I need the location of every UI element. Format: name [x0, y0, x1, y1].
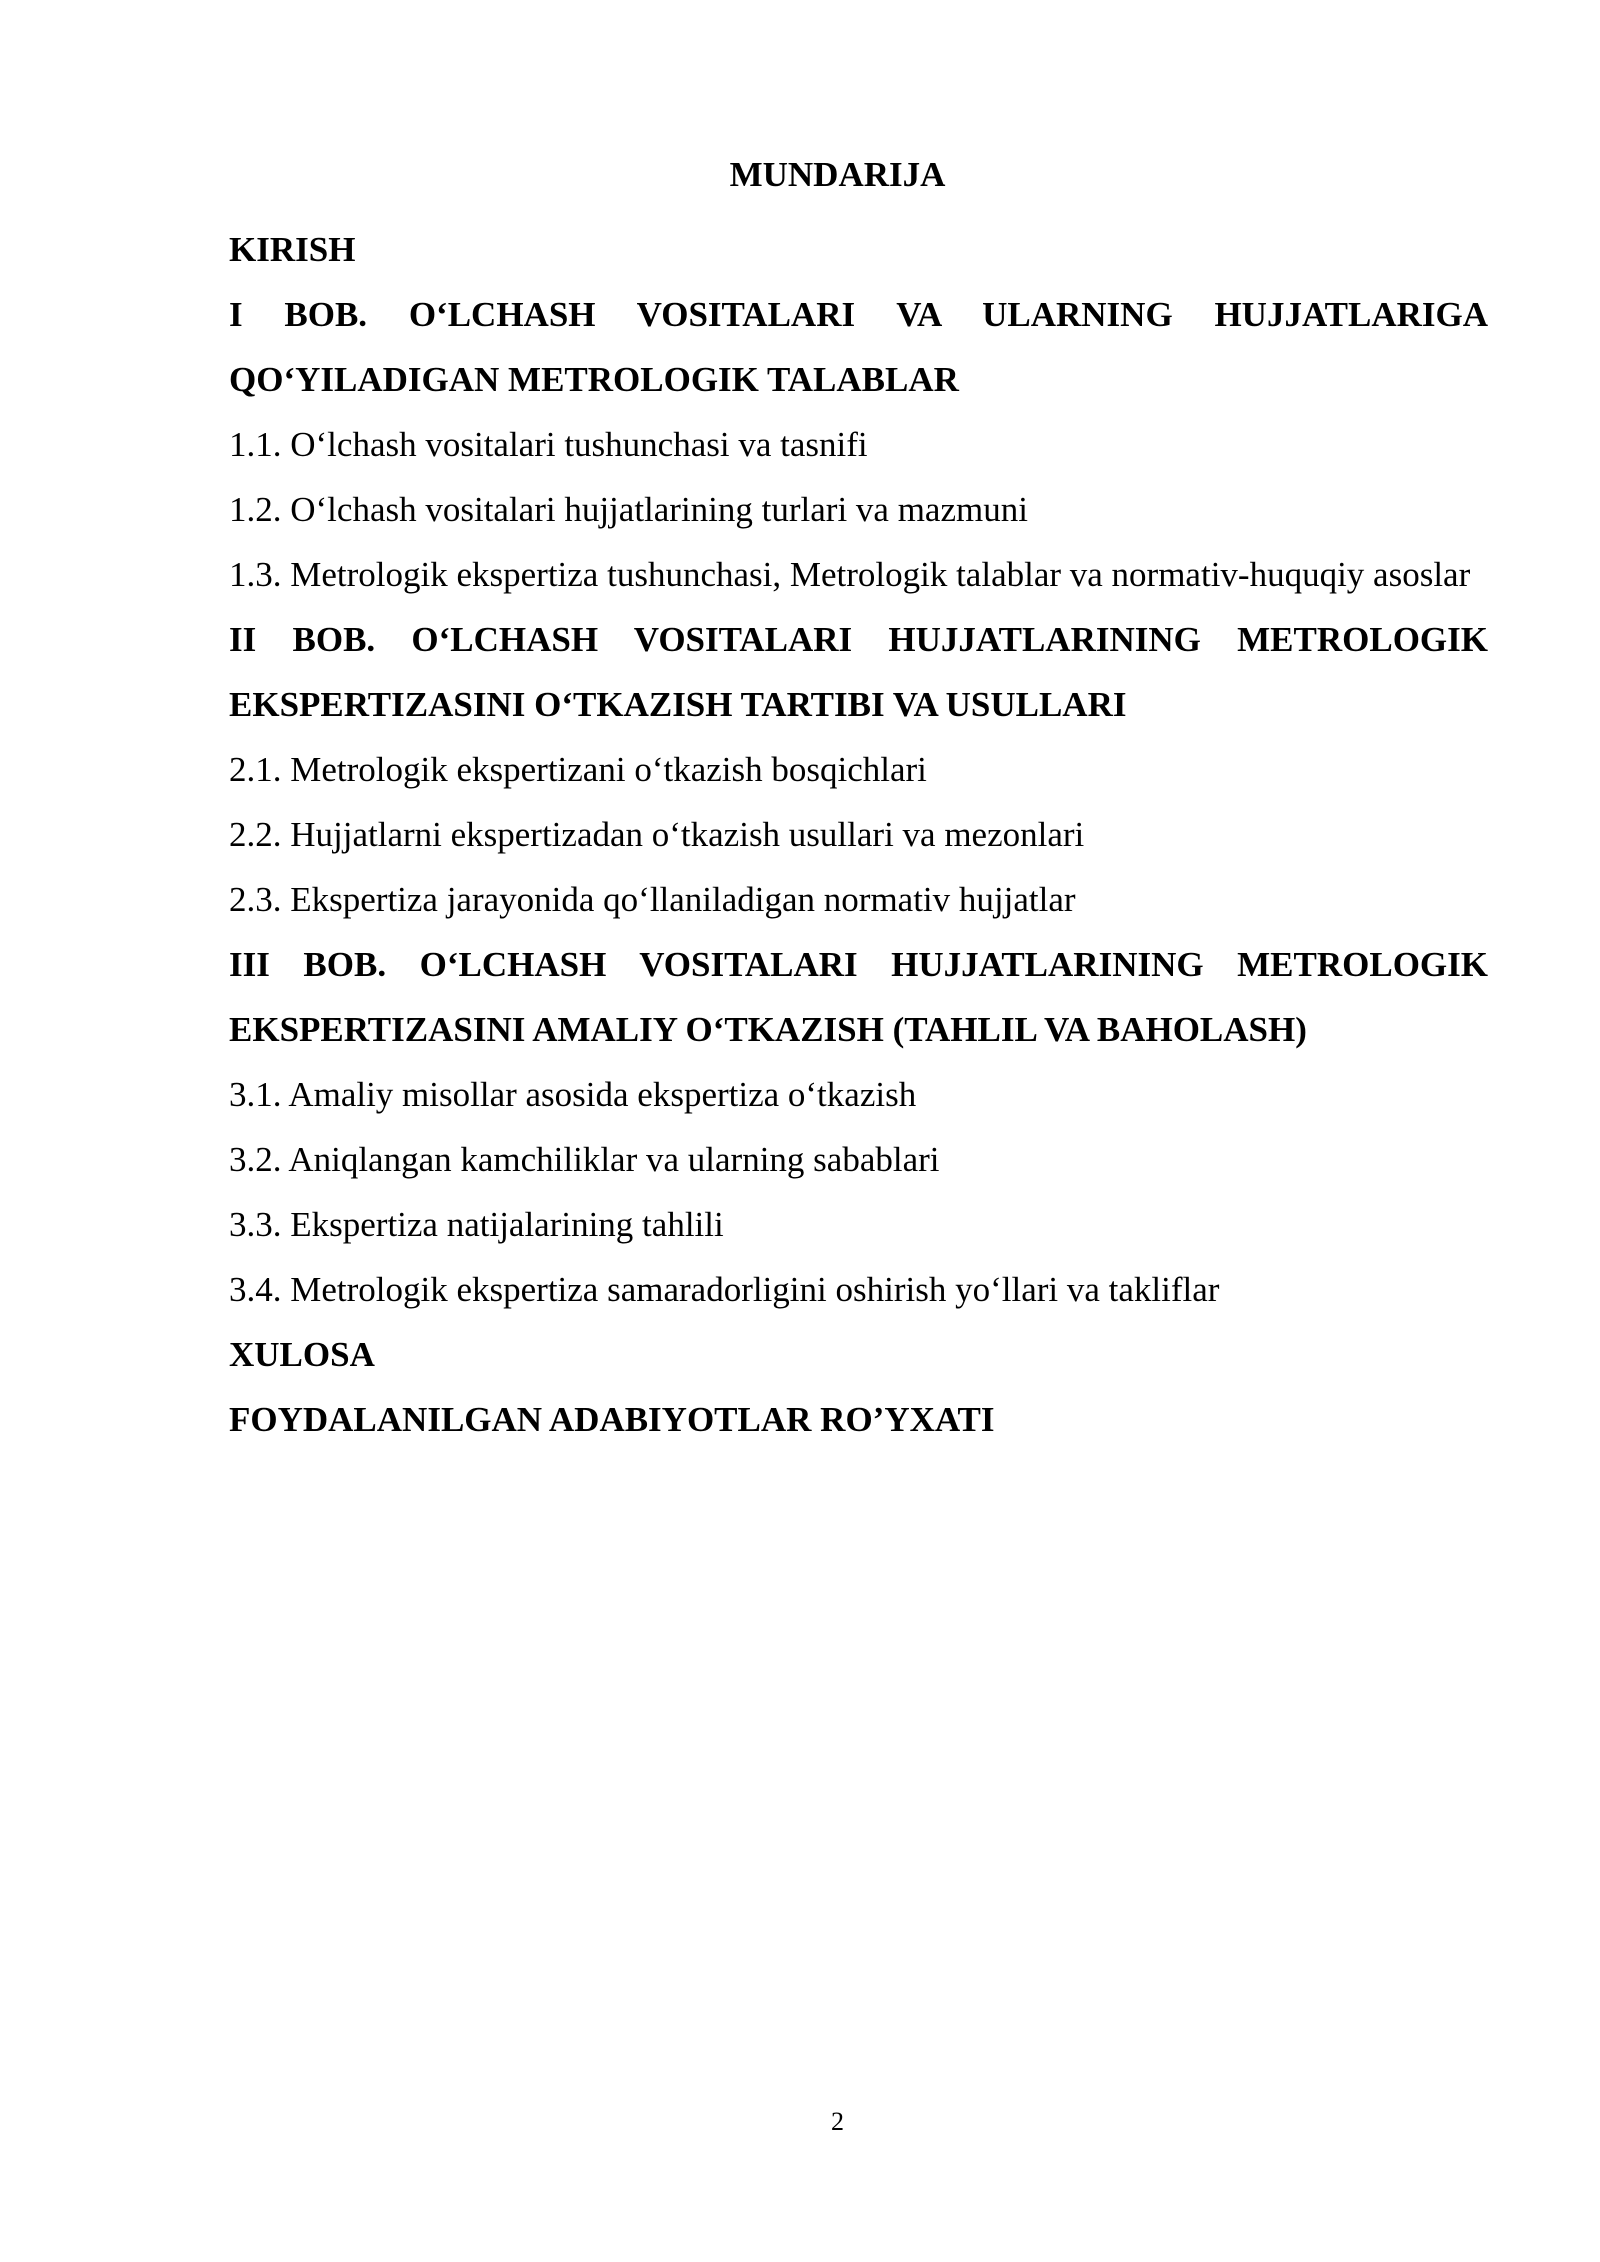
toc-chapter-1: I BOB. O‘LCHASH VOSITALARI VA ULARNING HUJJATLARIGA QO‘YILADIGAN METROLOGIK TALABLAR	[229, 295, 1488, 399]
toc-chapter-3: III BOB. O‘LCHASH VOSITALARI HUJJATLARINING METROLOGIK EKSPERTIZASINI AMALIY O‘TKAZISH (TAHLIL VA BAHOLASH)	[229, 945, 1488, 1049]
toc-entry-xulosa: XULOSA	[229, 1335, 375, 1374]
toc-section-3-1: 3.1. Amaliy misollar asosida ekspertiza o‘tkazish	[229, 1075, 917, 1114]
toc-section-1-1: 1.1. O‘lchash vositalari tushunchasi va tasnifi	[229, 425, 868, 464]
toc-entry-references: FOYDALANILGAN ADABIYOTLAR RO’YXATI	[229, 1400, 995, 1439]
page-title: MUNDARIJA	[729, 155, 946, 194]
toc-section-2-1: 2.1. Metrologik ekspertizani o‘tkazish bosqichlari	[229, 750, 927, 789]
toc-chapter-2: II BOB. O‘LCHASH VOSITALARI HUJJATLARINING METROLOGIK EKSPERTIZASINI O‘TKAZISH TARTIBI VA USULLARI	[229, 620, 1488, 724]
toc-section-3-2: 3.2. Aniqlangan kamchiliklar va ularning sabablari	[229, 1140, 940, 1179]
toc-section-2-2: 2.2. Hujjatlarni ekspertizadan o‘tkazish usullari va mezonlari	[229, 815, 1085, 854]
toc-section-1-3: 1.3. Metrologik ekspertiza tushunchasi, Metrologik talablar va normativ-huquqiy asoslar	[229, 555, 1471, 594]
toc-section-3-3: 3.3. Ekspertiza natijalarining tahlili	[229, 1205, 724, 1244]
toc-section-1-2: 1.2. O‘lchash vositalari hujjatlarining turlari va mazmuni	[229, 490, 1028, 529]
toc-entry-kirish: KIRISH	[229, 230, 356, 269]
toc-section-2-3: 2.3. Ekspertiza jarayonida qo‘llaniladigan normativ hujjatlar	[229, 880, 1076, 919]
page-number: 2	[831, 2107, 844, 2136]
table-of-contents	[229, 217, 1488, 1452]
toc-section-3-4: 3.4. Metrologik ekspertiza samaradorligini oshirish yo‘llari va takliflar	[229, 1270, 1220, 1309]
